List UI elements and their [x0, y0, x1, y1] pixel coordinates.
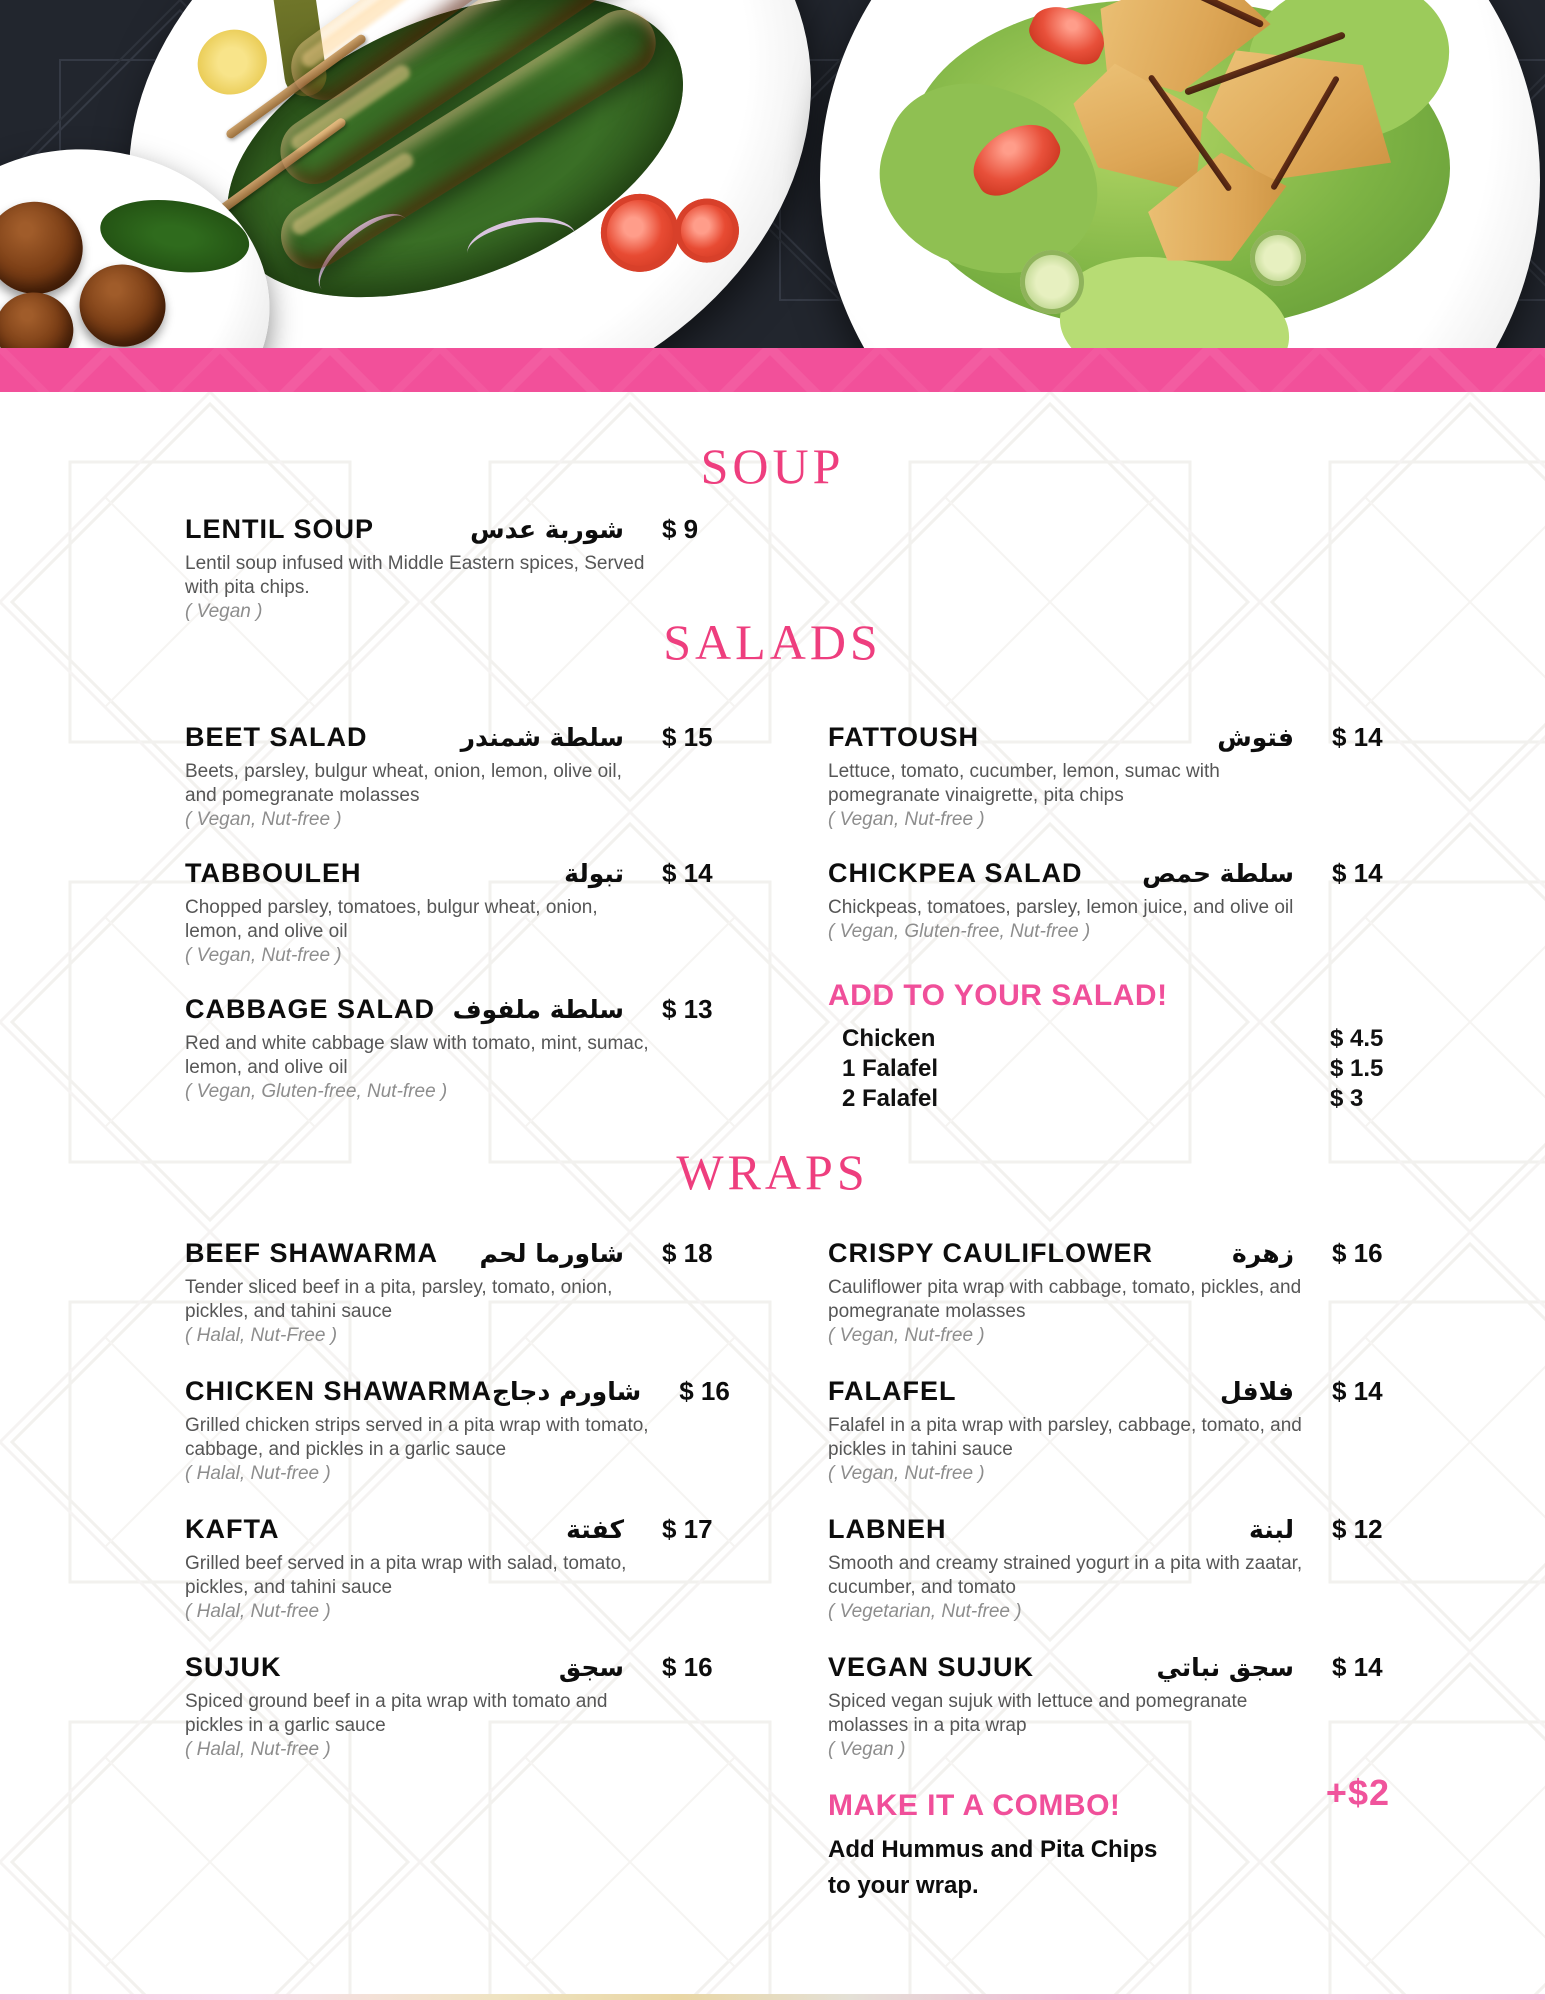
lemon-slice	[188, 19, 277, 105]
item-price: $ 12	[1332, 1514, 1383, 1544]
item-price: $ 16	[662, 1652, 713, 1682]
item-description: Red and white cabbage slaw with tomato, mint, sumac, lemon, and olive oil	[185, 1033, 649, 1078]
section-heading-salads: SALADS	[663, 614, 882, 670]
item-price: $ 16	[1332, 1238, 1383, 1268]
addon-price: $ 4.5	[1330, 1025, 1384, 1052]
item-name: LENTIL SOUP	[185, 514, 375, 544]
item-description: Grilled chicken strips served in a pita wrap with tomato, cabbage, and pickles in a garlic sauce	[185, 1415, 649, 1460]
item-name: BEEF SHAWARMA	[185, 1238, 439, 1268]
item-name: CABBAGE SALAD	[185, 994, 436, 1024]
wraps-section	[185, 1216, 1390, 1904]
item-price: $ 18	[662, 1238, 713, 1268]
item-dietary-note: ( Vegan, Nut-free )	[828, 1463, 985, 1484]
salad-addons-block	[828, 978, 1390, 1114]
item-arabic-name: سجق نباتي	[1156, 1653, 1294, 1682]
item-price: $ 14	[662, 858, 713, 888]
menu-item-kafta	[185, 1512, 720, 1624]
item-price: $ 15	[662, 722, 713, 752]
item-arabic-name: فتوش	[1217, 723, 1294, 752]
menu-item-chicken-shawarma	[185, 1374, 730, 1486]
wraps-right-column	[828, 1236, 1390, 1904]
menu-item-beet-salad	[185, 720, 720, 832]
menu-item-beef-shawarma	[185, 1236, 720, 1348]
bottom-edge-strip	[0, 1994, 1545, 2000]
item-dietary-note: ( Vegan, Gluten-free, Nut-free )	[185, 1081, 448, 1102]
pink-divider-band	[0, 348, 1545, 392]
addon-row-chicken	[828, 1024, 1390, 1054]
item-head	[185, 512, 720, 547]
item-arabic-name: شاورما لحم	[479, 1239, 624, 1268]
item-dietary-note: ( Vegan, Nut-free )	[828, 809, 985, 830]
item-name: FATTOUSH	[828, 722, 980, 752]
tomato-slice	[665, 189, 748, 272]
item-description: Lettuce, tomato, cucumber, lemon, sumac with pomegranate vinaigrette, pita chips	[828, 761, 1220, 806]
addon-rows	[828, 1024, 1390, 1114]
item-name: CRISPY CAULIFLOWER	[828, 1238, 1154, 1268]
addon-label: 2 Falafel	[842, 1085, 939, 1112]
item-price: $ 14	[1332, 1652, 1383, 1682]
menu-item-tabbouleh	[185, 856, 720, 968]
menu-item-vegan-sujuk	[828, 1650, 1390, 1762]
item-dietary-note: ( Halal, Nut-free )	[185, 1601, 331, 1622]
item-price: $ 14	[1332, 858, 1383, 888]
item-description: Lentil soup infused with Middle Eastern spices, Served with pita chips.	[185, 553, 645, 598]
item-arabic-name: شاورم دجاج	[492, 1377, 642, 1406]
salads-section	[185, 700, 1390, 1128]
item-arabic-name: لبنة	[1249, 1515, 1294, 1544]
addon-price: $ 3	[1330, 1085, 1364, 1112]
item-description: Spiced vegan sujuk with lettuce and pomegranate molasses in a pita wrap	[828, 1691, 1248, 1736]
salads-left-column	[185, 720, 720, 1128]
item-price: $ 13	[662, 994, 713, 1024]
item-arabic-name: زهرة	[1231, 1239, 1294, 1268]
item-dietary-note: ( Halal, Nut-free )	[185, 1739, 331, 1760]
falafel-ball	[0, 196, 89, 300]
item-arabic-name: سلطة شمندر	[460, 723, 624, 752]
menu-item-crispy-cauliflower	[828, 1236, 1390, 1348]
item-dietary-note: ( Vegan )	[185, 601, 263, 622]
combo-text-line: to your wrap.	[828, 1872, 979, 1899]
addon-label: Chicken	[842, 1025, 936, 1052]
item-description: Tender sliced beef in a pita, parsley, tomato, onion, pickles, and tahini sauce	[185, 1277, 613, 1322]
item-price: $ 9	[662, 514, 699, 544]
item-description: Smooth and creamy strained yogurt in a pita with zaatar, cucumber, and tomato	[828, 1553, 1303, 1598]
menu-item-cabbage-salad	[185, 992, 720, 1104]
item-description: Chopped parsley, tomatoes, bulgur wheat, onion, lemon, and olive oil	[185, 897, 598, 942]
item-name: BEET SALAD	[185, 722, 368, 752]
item-description: Cauliflower pita wrap with cabbage, tomato, pickles, and pomegranate molasses	[828, 1277, 1302, 1322]
menu-item-sujuk	[185, 1650, 720, 1762]
band-pattern	[0, 348, 1545, 392]
item-dietary-note: ( Vegan, Nut-free )	[828, 1325, 985, 1346]
item-price: $ 14	[1332, 1376, 1383, 1406]
item-arabic-name: سلطة ملفوف	[452, 995, 624, 1024]
item-name: VEGAN SUJUK	[828, 1652, 1035, 1682]
item-name: LABNEH	[828, 1514, 947, 1544]
menu-item-chickpea-salad	[828, 856, 1390, 944]
item-arabic-name: فلافل	[1219, 1377, 1294, 1406]
item-name: SUJUK	[185, 1652, 282, 1682]
falafel-ball	[0, 287, 78, 348]
item-dietary-note: ( Vegan, Nut-free )	[185, 945, 342, 966]
item-name: CHICKEN SHAWARMA	[185, 1376, 493, 1406]
item-price: $ 17	[662, 1514, 713, 1544]
wraps-left-column	[185, 1236, 730, 1904]
item-description: Grilled beef served in a pita wrap with salad, tomato, pickles, and tahini sauce	[185, 1553, 627, 1598]
falafel-ball	[74, 259, 171, 348]
addon-label: 1 Falafel	[842, 1055, 939, 1082]
item-dietary-note: ( Vegan, Nut-free )	[185, 809, 342, 830]
combo-offer-block	[828, 1772, 1390, 1904]
item-description: Beets, parsley, bulgur wheat, onion, lemon, olive oil, and pomegranate molasses	[185, 761, 622, 806]
item-arabic-name: سجق	[558, 1653, 624, 1682]
salads-right-column	[828, 720, 1390, 1128]
combo-text-line: Add Hummus and Pita Chips	[828, 1836, 1158, 1863]
cucumber-slice	[1020, 250, 1084, 314]
item-dietary-note: ( Halal, Nut-Free )	[185, 1325, 338, 1346]
fattoush-plate-photo	[820, 0, 1540, 348]
addon-price: $ 1.5	[1330, 1055, 1384, 1082]
addon-row-2-falafel	[828, 1084, 1390, 1114]
menu-item-labneh	[828, 1512, 1390, 1624]
item-price: $ 16	[679, 1376, 730, 1406]
addon-heading: ADD TO YOUR SALAD!	[828, 979, 1168, 1012]
section-heading-soup: SOUP	[700, 438, 845, 494]
section-heading-wraps: WRAPS	[676, 1144, 869, 1200]
item-dietary-note: ( Vegan )	[828, 1739, 906, 1760]
item-description: Falafel in a pita wrap with parsley, cabbage, tomato, and pickles in tahini sauce	[828, 1415, 1302, 1460]
item-arabic-name: كفتة	[566, 1515, 624, 1544]
item-price: $ 14	[1332, 722, 1383, 752]
combo-heading: MAKE IT A COMBO!	[828, 1789, 1121, 1822]
item-name: CHICKPEA SALAD	[828, 858, 1083, 888]
item-name: TABBOULEH	[185, 858, 362, 888]
addon-row-1-falafel	[828, 1054, 1390, 1084]
item-name: KAFTA	[185, 1514, 280, 1544]
item-dietary-note: ( Halal, Nut-free )	[185, 1463, 331, 1484]
hero-photo-strip	[0, 0, 1545, 348]
item-arabic-name: تبولة	[564, 859, 624, 888]
item-description: Chickpeas, tomatoes, parsley, lemon juice, and olive oil	[828, 897, 1294, 918]
item-name: FALAFEL	[828, 1376, 957, 1406]
item-description: Spiced ground beef in a pita wrap with tomato and pickles in a garlic sauce	[185, 1691, 608, 1736]
menu-item-fattoush	[828, 720, 1390, 832]
cucumber-slice	[1250, 230, 1306, 286]
combo-price-badge: +$2	[1325, 1772, 1390, 1813]
item-dietary-note: ( Vegetarian, Nut-free )	[828, 1601, 1022, 1622]
item-arabic-name: سلطة حمص	[1142, 859, 1294, 888]
item-arabic-name: شوربة عدس	[470, 515, 624, 544]
menu-item-falafel-wrap	[828, 1374, 1390, 1486]
item-dietary-note: ( Vegan, Gluten-free, Nut-free )	[828, 921, 1091, 942]
menu-item-lentil-soup	[185, 512, 720, 624]
